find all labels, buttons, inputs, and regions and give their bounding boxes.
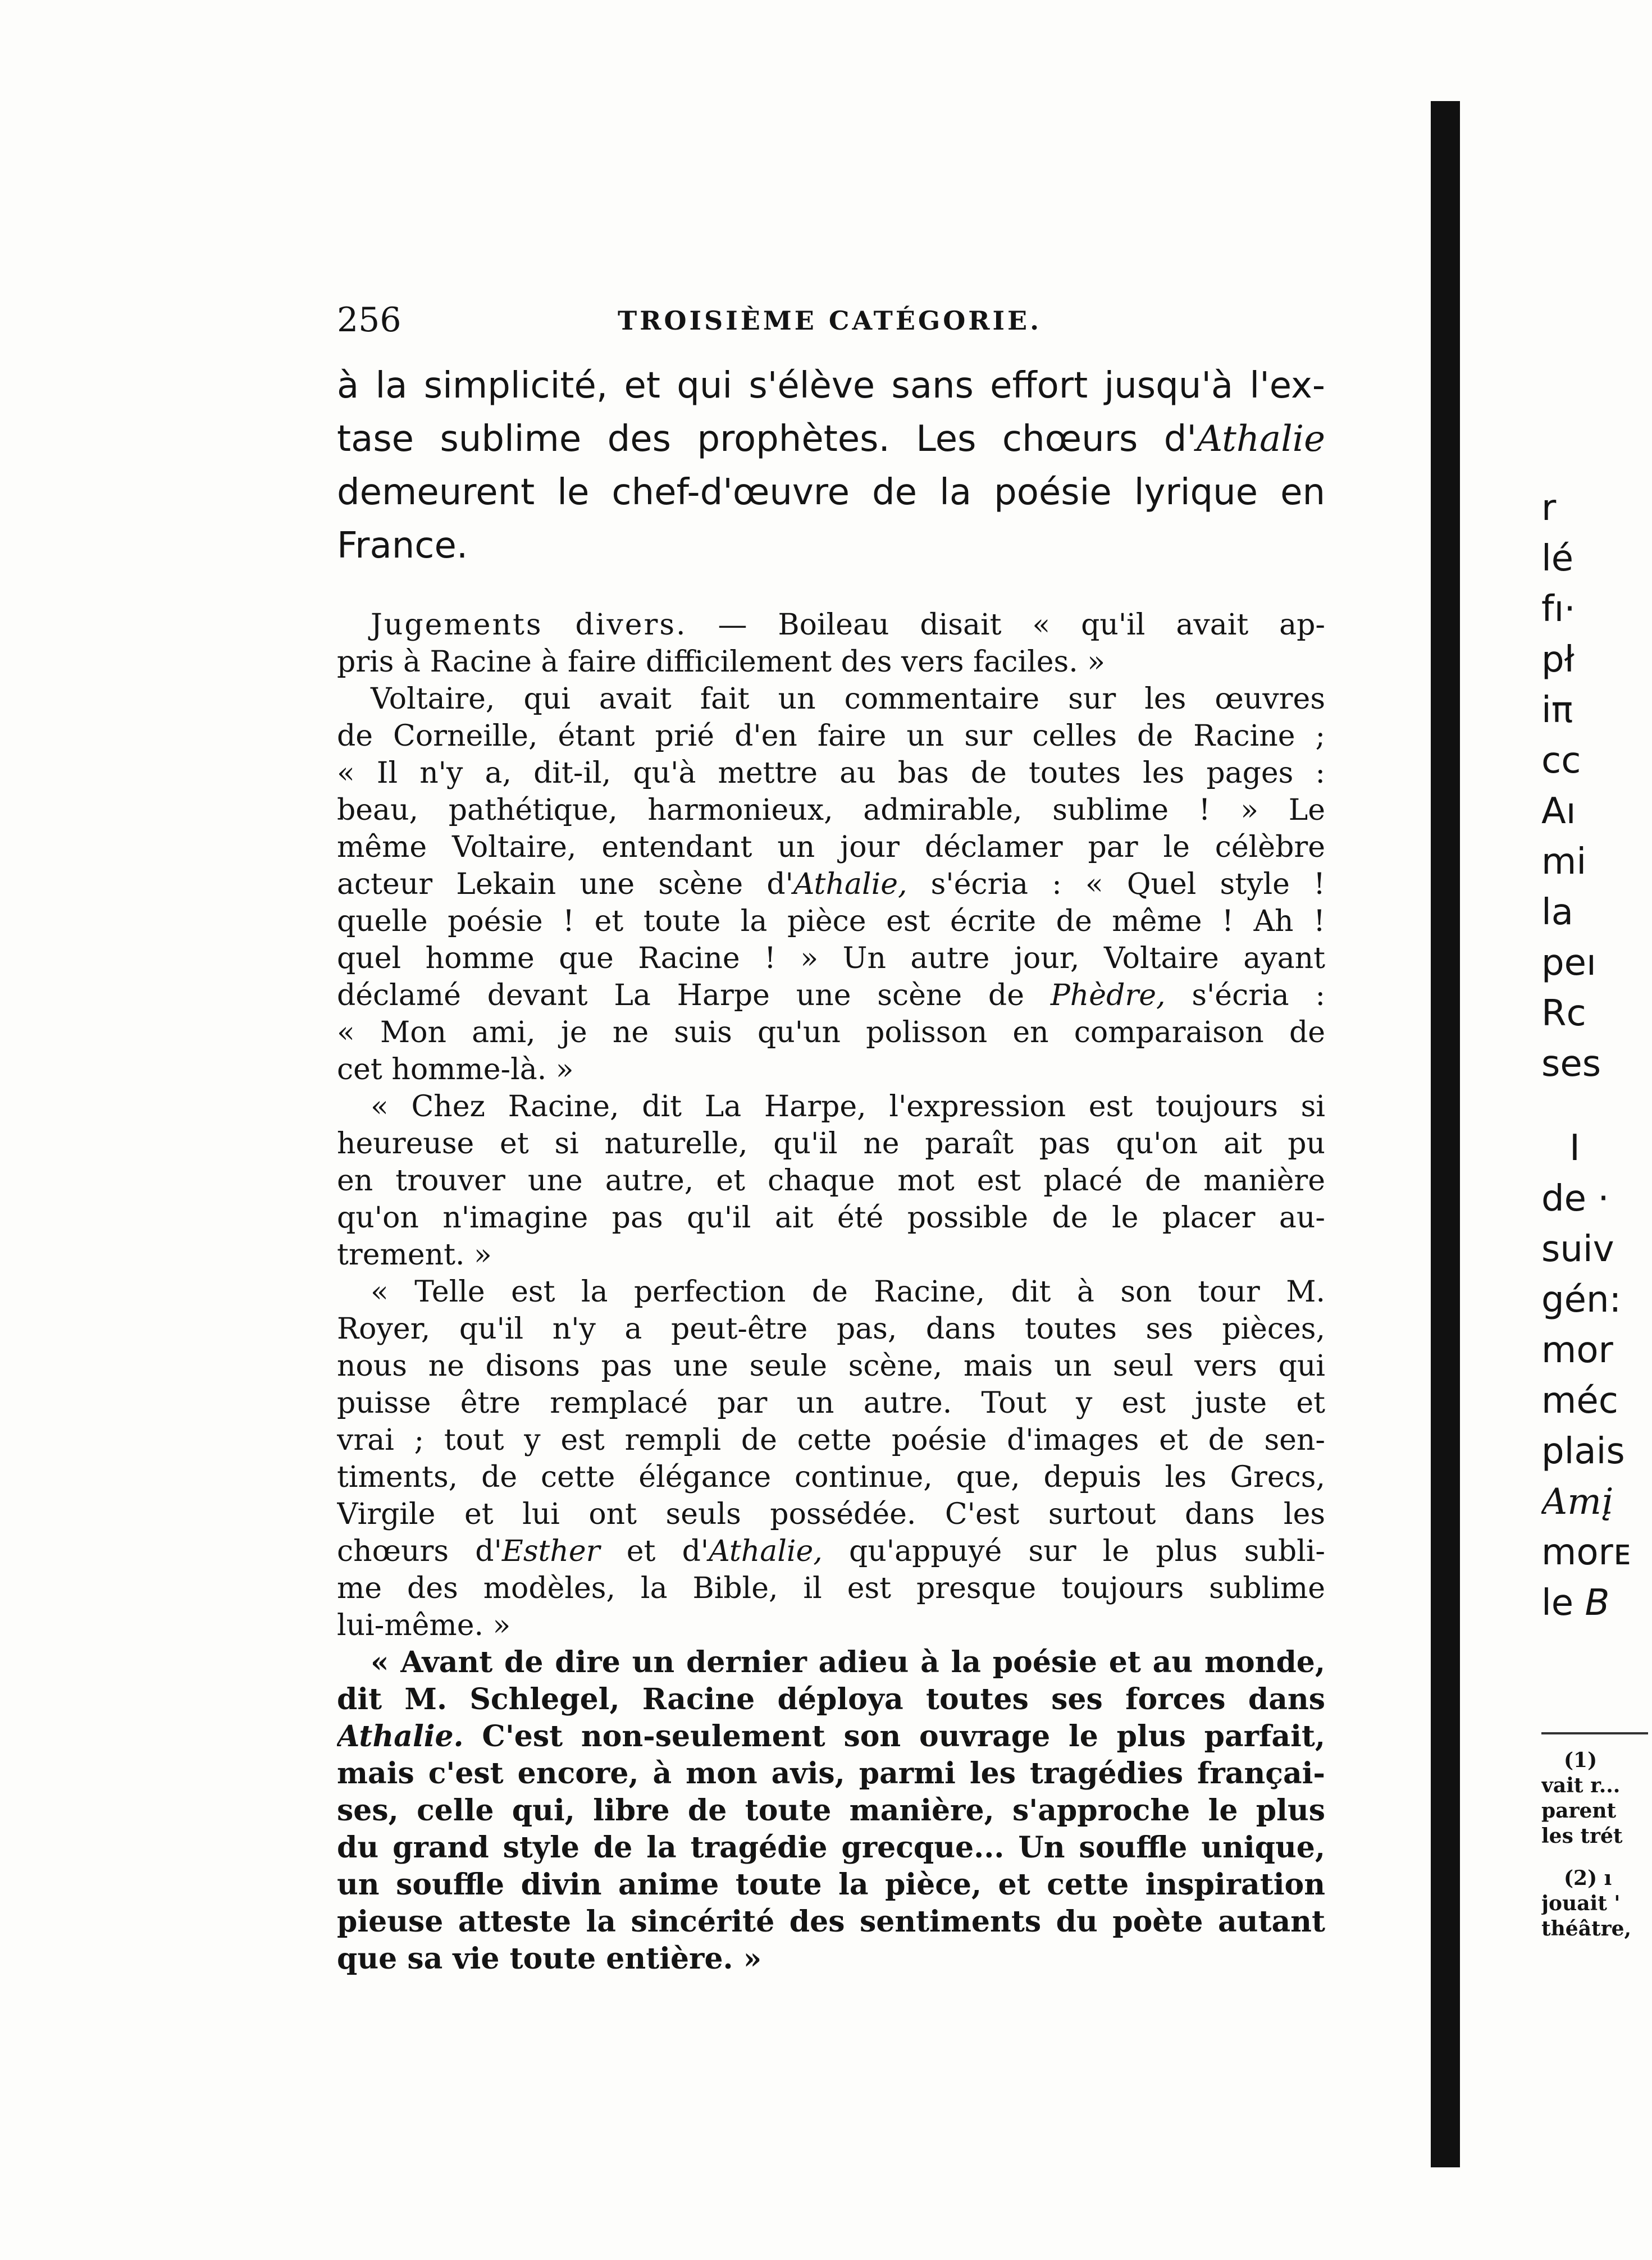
text-run: s'écria : « Quel style ! [907, 868, 1325, 901]
text-line: France. [337, 525, 468, 567]
text-line: trement. » [337, 1238, 492, 1272]
text-run: C'est non-seulement son ouvrage le plus parfait, [463, 1719, 1325, 1754]
text-line: « Mon ami, je ne suis qu'un polisson en comparaison de [337, 1016, 1325, 1049]
footnote-rule [1541, 1732, 1648, 1734]
work-title: Athalie. [337, 1719, 464, 1754]
text-fragment: mor [1541, 1331, 1613, 1370]
text-run: — Boileau disait « qu'il avait ap- [687, 608, 1325, 642]
running-title: TROISIÈME CATÉGORIE. [618, 305, 1042, 336]
text-line: à la simplicité, et qui s'élève sans effort jusqu'à l'ex- [337, 365, 1325, 407]
text-line: Royer, qu'il n'y a peut-être pas, dans toutes ses pièces, [337, 1312, 1325, 1346]
text-fragment: pł [1541, 640, 1575, 679]
text-line: « Avant de dire un dernier adieu à la poésie et au monde, [371, 1645, 1325, 1679]
text-run: tase sublime des prophètes. Les chœurs d' [337, 418, 1197, 460]
work-title: Athalie, [793, 868, 907, 901]
text-line: en trouver une autre, et chaque mot est placé de manière [337, 1164, 1325, 1198]
text-run: qu'appuyé sur le plus subli- [822, 1535, 1325, 1568]
work-title: Athalie, [709, 1535, 823, 1568]
text-fragment: Rc [1541, 994, 1586, 1033]
text-fragment: morᴇ [1541, 1533, 1631, 1572]
text-line: nous ne disons pas une seule scène, mais un seul vers qui [337, 1349, 1325, 1383]
footnote-fragment: les trét [1541, 1825, 1623, 1847]
text-fragment: fı· [1541, 590, 1576, 629]
judgments-section [337, 606, 1325, 1978]
text-line: heureuse et si naturelle, qu'il ne paraît pas qu'on ait pu [337, 1127, 1325, 1161]
text-line: pieuse atteste la sincérité des sentiments du poète autant [337, 1905, 1325, 1939]
text-line: « Chez Racine, dit La Harpe, l'expression est toujours si [371, 1090, 1325, 1124]
footnote-fragment: jouait ' [1541, 1892, 1621, 1915]
text-line: Virgile et lui ont seuls possédée. C'est surtout dans les [337, 1497, 1325, 1531]
text-fragment: Amį [1541, 1482, 1613, 1522]
text-line: beau, pathétique, harmonieux, admirable, sublime ! » Le [337, 793, 1325, 827]
text-fragment: de · [1541, 1179, 1609, 1218]
footnote-fragment: (2) ı [1564, 1867, 1612, 1889]
text-fragment: r [1541, 488, 1557, 528]
text-line: que sa vie toute entière. » [337, 1942, 762, 1976]
text-line: quel homme que Racine ! » Un autre jour, Voltaire ayant [337, 942, 1325, 975]
text-fragment [1541, 1583, 1652, 1623]
text-fragment: I [1569, 1129, 1580, 1168]
text-line [337, 413, 1325, 466]
text-line: « Il n'y a, dit-il, qu'à mettre au bas de toutes les pages : [337, 756, 1325, 790]
text-line: pris à Racine à faire difficilement des vers faciles. » [337, 645, 1106, 679]
text-fragment: cc [1541, 741, 1581, 780]
footnote-fragment: (1) [1564, 1749, 1598, 1772]
text-run: B [1585, 1583, 1610, 1623]
page-number: 256 [337, 300, 401, 340]
text-run: chœurs d' [337, 1535, 502, 1568]
work-title: Athalie [1197, 418, 1325, 460]
work-title: Phèdre, [1050, 979, 1166, 1012]
text-run: acteur Lekain une scène d' [337, 868, 793, 901]
text-run: et d' [600, 1535, 709, 1568]
text-line: qu'on n'imagine pas qu'il ait été possible de le placer au- [337, 1201, 1325, 1235]
text-line: me des modèles, la Bible, il est presque toujours sublime [337, 1572, 1325, 1605]
footnote-fragment: vait r... [1541, 1774, 1621, 1797]
text-line: quelle poésie ! et toute la pièce est écrite de même ! Ah ! [337, 905, 1325, 938]
text-line: lui-même. » [337, 1609, 511, 1642]
text-line: même Voltaire, entendant un jour déclamer par le célèbre [337, 830, 1325, 864]
text-line [337, 606, 1325, 643]
text-line: Voltaire, qui avait fait un commentaire sur les œuvres [371, 682, 1325, 716]
text-line [337, 866, 1325, 903]
text-fragment: peı [1541, 943, 1596, 983]
text-fragment: la [1541, 893, 1573, 932]
text-line: « Telle est la perfection de Racine, dit à son tour M. [371, 1275, 1325, 1309]
work-title: Esther [501, 1535, 600, 1568]
text-fragment: Aı [1541, 792, 1576, 831]
section-heading: Jugements divers. [371, 608, 687, 642]
text-fragment: mi [1541, 842, 1587, 882]
text-line: cet homme-là. » [337, 1053, 574, 1086]
text-line [337, 977, 1325, 1014]
lyric-paragraph [337, 359, 1325, 573]
text-fragment: iπ [1541, 691, 1573, 730]
text-fragment: plais [1541, 1432, 1625, 1471]
text-run: s'écria : [1165, 979, 1325, 1012]
text-fragment: suiv [1541, 1230, 1614, 1269]
text-run: le [1541, 1583, 1585, 1623]
text-line: puisse être remplacé par un autre. Tout y est juste et [337, 1386, 1325, 1420]
footnote-fragment: théâtre, [1541, 1917, 1632, 1940]
text-line: timents, de cette élégance continue, que, depuis les Grecs, [337, 1460, 1325, 1494]
text-line: mais c'est encore, à mon avis, parmi les tragédies françai- [337, 1756, 1325, 1791]
text-line [337, 1718, 1325, 1755]
text-line: vrai ; tout y est rempli de cette poésie d'images et de sen- [337, 1423, 1325, 1457]
text-line: de Corneille, étant prié d'en faire un sur celles de Racine ; [337, 719, 1325, 753]
text-fragment: gén: [1541, 1280, 1622, 1320]
text-line: ses, celle qui, libre de toute manière, s'approche le plus [337, 1793, 1325, 1828]
text-line [337, 1533, 1325, 1570]
text-fragment: ses [1541, 1044, 1601, 1084]
text-fragment: méc [1541, 1381, 1618, 1421]
text-line: un souffle divin anime toute la pièce, et cette inspiration [337, 1868, 1325, 1902]
text-run: déclamé devant La Harpe une scène de [337, 979, 1051, 1012]
text-line: du grand style de la tragédie grecque... Un souffle unique, [337, 1830, 1325, 1865]
binding-gutter [1431, 101, 1460, 2167]
running-head [337, 300, 1325, 340]
footnote-fragment: parent [1541, 1800, 1617, 1822]
text-line: dit M. Schlegel, Racine déploya toutes ses forces dans [337, 1682, 1325, 1716]
text-fragment: lé [1541, 539, 1574, 578]
text-line: demeurent le chef-d'œuvre de la poésie lyrique en [337, 472, 1325, 513]
